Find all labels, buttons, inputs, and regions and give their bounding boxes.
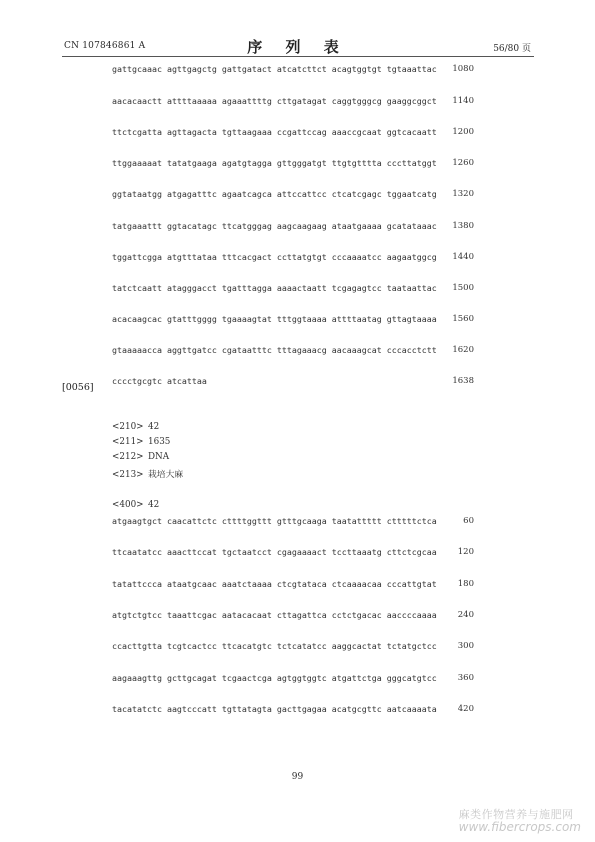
metadata-code: <211> — [112, 437, 144, 447]
sequence-position: 1140 — [452, 96, 474, 106]
sequence-position: 1200 — [452, 127, 474, 137]
sequence-text: atgtctgtcc taaattcgac aatacacaat cttagattca cctctgacac aaccccaaaa — [112, 610, 437, 620]
metadata-value: 42 — [148, 422, 160, 432]
sequence-row — [112, 610, 474, 622]
metadata-row — [112, 437, 170, 447]
sequence-text: gattgcaaac agttgagctg gattgatact atcatcttct acagtggtgt tgtaaattac — [112, 64, 437, 74]
metadata-code: <210> — [112, 422, 144, 432]
sequence-position: 180 — [457, 579, 474, 589]
sequence-text: tacatatctc aagtcccatt tgttatagta gacttgagaa acatgcgttc aatcaaaata — [112, 704, 437, 714]
sequence-row — [112, 673, 474, 685]
sequence-position: 1320 — [452, 189, 474, 199]
sequence-row — [112, 547, 474, 559]
watermark-url: www.fibercrops.com — [458, 820, 581, 834]
page-count: 56/80 页 — [493, 44, 531, 54]
sequence-text: tggattcgga atgtttataa tttcacgact ccttatgtgt cccaaaatcc aagaatggcg — [112, 252, 437, 262]
sequence-text: ttcaatatcc aaacttccat tgctaatcct cgagaaaact tccttaaatg cttctcgcaa — [112, 547, 437, 557]
metadata-code: <212> — [112, 452, 144, 462]
sequence-row — [112, 96, 474, 108]
paragraph-tag: [0056] — [62, 382, 94, 393]
metadata-value: 栽培大麻 — [148, 470, 184, 480]
sequence-position: 1500 — [452, 283, 474, 293]
sequence-text: atgaagtgct caacattctc cttttggttt gtttgcaaga taatattttt ctttttctca — [112, 516, 437, 526]
sequence-text: gtaaaaacca aggttgatcc cgataatttc tttagaaacg aacaaagcat cccacctctt — [112, 345, 437, 355]
metadata-value: 1635 — [148, 437, 171, 447]
patent-number: CN 107846861 A — [64, 41, 146, 51]
sequence-position: 360 — [457, 673, 474, 683]
sequence-row — [112, 189, 474, 201]
sequence-header-value: 42 — [148, 500, 160, 510]
sequence-position: 1440 — [452, 252, 474, 262]
sequence-row — [112, 221, 474, 233]
sequence-position: 60 — [463, 516, 474, 526]
sequence-row — [112, 704, 474, 716]
sequence-row — [112, 283, 474, 295]
sequence-position: 1560 — [452, 314, 474, 324]
sequence-row — [112, 64, 474, 76]
sequence-text: ccacttgtta tcgtcactcc ttcacatgtc tctcatatcc aaggcactat tctatgctcc — [112, 641, 437, 651]
watermark — [459, 808, 581, 834]
sequence-position: 300 — [457, 641, 474, 651]
sequence-row — [112, 158, 474, 170]
metadata-value: DNA — [148, 452, 170, 462]
sequence-text: ggtataatgg atgagatttc agaatcagca attccattcc ctcatcgagc tggaatcatg — [112, 189, 437, 199]
sequence-position: 420 — [457, 704, 474, 714]
sequence-text: tatgaaattt ggtacatagc ttcatgggag aagcaagaag ataatgaaaa gcatataaac — [112, 221, 437, 231]
sequence-row — [112, 579, 474, 591]
sequence-text: ttggaaaaat tatatgaaga agatgtagga gttgggatgt ttgtgtttta cccttatggt — [112, 158, 437, 168]
sequence-position: 1260 — [452, 158, 474, 168]
sequence-position: 1620 — [452, 345, 474, 355]
sequence-position: 1638 — [452, 376, 474, 386]
sequence-text: aacacaactt attttaaaaa agaaattttg cttgatagat caggtgggcg gaaggcggct — [112, 96, 437, 106]
sequence-text: cccctgcgtc atcattaa — [112, 376, 207, 386]
sequence-text: tatattccca ataatgcaac aaatctaaaa ctcgtataca ctcaaaacaa cccattgtat — [112, 579, 437, 589]
sequence-row — [112, 314, 474, 326]
sequence-row — [112, 252, 474, 264]
sequence-text: aagaaagttg gcttgcagat tcgaactcga agtggtggtc atgattctga gggcatgtcc — [112, 673, 437, 683]
sequence-position: 120 — [457, 547, 474, 557]
sequence-header — [112, 500, 159, 510]
page-number: 99 — [291, 772, 304, 782]
sequence-row — [112, 127, 474, 139]
sequence-text: acacaagcac gtatttgggg tgaaaagtat tttggtaaaa attttaatag gttagtaaaa — [112, 314, 437, 324]
sequence-row — [112, 516, 474, 528]
sequence-text: ttctcgatta agttagacta tgttaagaaa ccgattccag aaaccgcaat ggtcacaatt — [112, 127, 437, 137]
sequence-row — [112, 641, 474, 653]
sequence-row — [112, 345, 474, 357]
metadata-row — [112, 452, 169, 462]
metadata-row — [112, 422, 159, 432]
metadata-code: <213> — [112, 470, 144, 480]
sequence-position: 1380 — [452, 221, 474, 231]
watermark-chinese: 麻类作物营养与施肥网 — [458, 808, 574, 821]
sequence-header-code: <400> — [112, 500, 144, 510]
sequence-row — [112, 376, 474, 388]
sequence-position: 1080 — [452, 64, 474, 74]
sequence-position: 240 — [457, 610, 474, 620]
sequence-text: tatctcaatt atagggacct tgatttagga aaaactaatt tcgagagtcc taataattac — [112, 283, 437, 293]
header-rule — [62, 56, 534, 57]
page-title: 序 列 表 — [247, 38, 348, 56]
metadata-row — [112, 467, 183, 480]
